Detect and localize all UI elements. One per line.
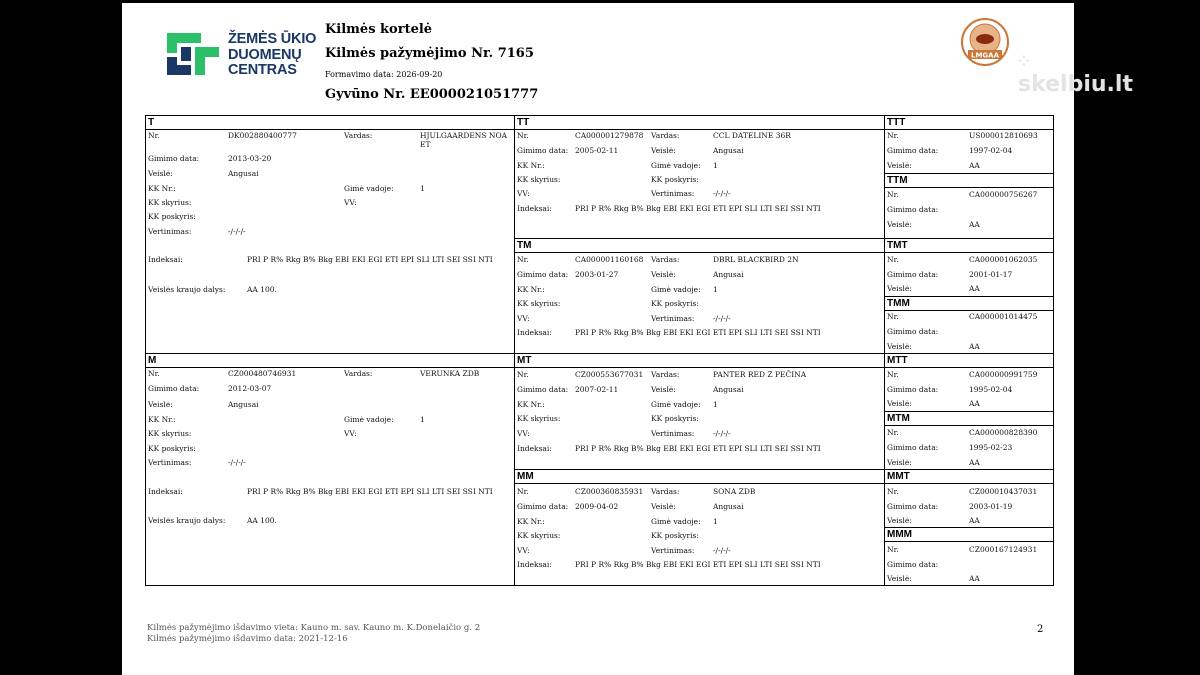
vertinimas-value: -/-/-/- — [228, 227, 246, 236]
veisle-label: Veislė: — [651, 385, 676, 394]
veisle-label: Veislė: — [651, 502, 676, 511]
kk-nr-label: KK Nr.: — [517, 400, 545, 409]
kraujo-label: Veislės kraujo dalys: — [148, 516, 226, 525]
kk-poskyris-label: KK poskyris: — [148, 212, 196, 221]
nr-value: CA000000991759 — [969, 370, 1038, 379]
vertinimas-value: -/-/-/- — [228, 458, 246, 467]
gimimo-label: Gimimo data: — [887, 146, 939, 155]
veisle-value: Angusai — [228, 169, 259, 178]
vardas-label: Vardas: — [344, 131, 373, 140]
veisle-label: Veislė: — [148, 400, 173, 409]
nr-value: US000012810693 — [969, 131, 1038, 140]
gime-vadoje-label: Gimė vadoje: — [651, 400, 701, 409]
gimimo-label: Gimimo data: — [887, 385, 939, 394]
gimimo-value: 2013-03-20 — [228, 154, 272, 163]
logo-line-3: CENTRAS — [228, 62, 297, 78]
gimimo-value: 2012-03-07 — [228, 384, 272, 393]
pedigree-cell-ttm — [884, 173, 1054, 239]
cell-title: TT — [515, 116, 884, 130]
indeksai-value: PRI P R% Rkg B% Bkg EBI EKI EGI ETI EPI SLI LTI SEI SSI NTI — [247, 487, 493, 496]
vardas-value: SONA ZDB — [713, 487, 756, 496]
veisle-label: Veislė: — [651, 270, 676, 279]
kk-skyrius-label: KK skyrius: — [517, 531, 561, 540]
gimimo-value: 2003-01-19 — [969, 502, 1013, 511]
certificate-number: Kilmės pažymėjimo Nr. 7165 — [325, 46, 534, 61]
kk-nr-label: KK Nr.: — [148, 184, 176, 193]
gimimo-label: Gimimo data: — [517, 270, 569, 279]
veisle-value: Angusai — [228, 400, 259, 409]
gimimo-value: 2005-02-11 — [575, 146, 619, 155]
kraujo-label: Veislės kraujo dalys: — [148, 285, 226, 294]
logo-line-1: ŽEMĖS ŪKIO — [228, 31, 317, 47]
vardas-label: Vardas: — [651, 131, 680, 140]
kk-nr-label: KK Nr.: — [517, 285, 545, 294]
issue-place: Kilmės pažymėjimo išdavimo vieta: Kauno m. sav. Kauno m. K.Donelaičio g. 2 — [147, 623, 481, 633]
indeksai-label: Indeksai: — [148, 487, 183, 496]
pedigree-cell-tm — [514, 238, 885, 354]
association-seal-icon — [960, 17, 1010, 67]
kk-skyrius-label: KK skyrius: — [148, 198, 192, 207]
cell-title: MT — [515, 354, 884, 368]
indeksai-value: PRI P R% Rkg B% Bkg EBI EKI EGI ETI EPI SLI LTI SEI SSI NTI — [575, 444, 821, 453]
pedigree-cell-mtt — [884, 353, 1054, 412]
kk-skyrius-label: KK skyrius: — [517, 299, 561, 308]
cell-title: MMT — [885, 470, 1053, 484]
gime-vadoje-value: 1 — [713, 285, 718, 294]
cell-title: T — [146, 116, 514, 130]
gimimo-value: 1995-02-23 — [969, 443, 1013, 452]
issue-date: Kilmės pažymėjimo išdavimo data: 2021-12-16 — [147, 634, 348, 644]
veisle-label: Veislė: — [887, 458, 912, 467]
vertinimas-label: Vertinimas: — [148, 458, 192, 467]
nr-label: Nr. — [887, 370, 899, 379]
kk-poskyris-label: KK poskyris: — [651, 175, 699, 184]
kk-nr-label: KK Nr.: — [517, 161, 545, 170]
nr-label: Nr. — [887, 190, 899, 199]
gime-vadoje-label: Gimė vadoje: — [651, 285, 701, 294]
gime-vadoje-value: 1 — [713, 400, 718, 409]
vardas-value: CCL DATELINE 36R — [713, 131, 791, 140]
vv-label: VV: — [344, 198, 357, 207]
pedigree-cell-mt — [514, 353, 885, 470]
veisle-value: AA — [969, 161, 980, 170]
zudc-logo-text — [228, 32, 316, 79]
kk-poskyris-label: KK poskyris: — [148, 444, 196, 453]
gime-vadoje-value: 1 — [713, 517, 718, 526]
vertinimas-value: -/-/-/- — [713, 429, 731, 438]
nr-label: Nr. — [517, 131, 529, 140]
kk-skyrius-label: KK skyrius: — [517, 414, 561, 423]
gimimo-label: Gimimo data: — [887, 327, 939, 336]
veisle-value: AA — [969, 516, 980, 525]
veisle-value: AA — [969, 574, 980, 583]
veisle-value: Angusai — [713, 146, 744, 155]
nr-label: Nr. — [887, 545, 899, 554]
gimimo-label: Gimimo data: — [887, 443, 939, 452]
pedigree-cell-t — [145, 115, 515, 354]
nr-value: CA000001062035 — [969, 255, 1038, 264]
vardas-value: VERUNKA ZDB — [420, 369, 480, 378]
nr-label: Nr. — [517, 255, 529, 264]
vertinimas-value: -/-/-/- — [713, 546, 731, 555]
veisle-value: AA — [969, 342, 980, 351]
gimimo-value: 2003-01-27 — [575, 270, 619, 279]
veisle-label: Veislė: — [887, 220, 912, 229]
pedigree-cell-mm — [514, 469, 885, 586]
veisle-value: Angusai — [713, 385, 744, 394]
nr-label: Nr. — [887, 312, 899, 321]
veisle-label: Veislė: — [887, 342, 912, 351]
veisle-value: AA — [969, 458, 980, 467]
kk-poskyris-label: KK poskyris: — [651, 414, 699, 423]
vertinimas-label: Vertinimas: — [148, 227, 192, 236]
nr-value: CZ000167124931 — [969, 545, 1038, 554]
kk-poskyris-label: KK poskyris: — [651, 299, 699, 308]
gimimo-value: 2007-02-11 — [575, 385, 619, 394]
kk-skyrius-label: KK skyrius: — [517, 175, 561, 184]
indeksai-label: Indeksai: — [517, 444, 552, 453]
vv-label: VV: — [517, 189, 530, 198]
gime-vadoje-label: Gimė vadoje: — [344, 415, 394, 424]
gimimo-value: 1995-02-04 — [969, 385, 1013, 394]
nr-label: Nr. — [148, 369, 160, 378]
gime-vadoje-label: Gimė vadoje: — [651, 161, 701, 170]
cell-title: MM — [515, 470, 884, 484]
gimimo-value: 2001-01-17 — [969, 270, 1013, 279]
nr-label: Nr. — [887, 255, 899, 264]
kk-nr-label: KK Nr.: — [517, 517, 545, 526]
vardas-label: Vardas: — [651, 487, 680, 496]
vv-label: VV: — [517, 314, 530, 323]
zudc-logo — [167, 33, 327, 81]
nr-label: Nr. — [887, 487, 899, 496]
gimimo-label: Gimimo data: — [517, 385, 569, 394]
seal-text: LMGAA — [970, 51, 1000, 60]
gimimo-value: 2009-04-02 — [575, 502, 619, 511]
nr-label: Nr. — [517, 370, 529, 379]
pedigree-cell-tt — [514, 115, 885, 239]
pedigree-cell-tmm — [884, 296, 1054, 354]
kraujo-value: AA 100. — [247, 516, 277, 525]
gimimo-label: Gimimo data: — [887, 502, 939, 511]
gime-vadoje-value: 1 — [420, 184, 425, 193]
cell-title: TM — [515, 239, 884, 253]
veisle-value: AA — [969, 220, 980, 229]
vardas-label: Vardas: — [651, 255, 680, 264]
document-page — [122, 3, 1133, 675]
gime-vadoje-label: Gimė vadoje: — [651, 517, 701, 526]
watermark-text: skelbiu.lt — [1018, 72, 1133, 97]
kk-poskyris-label: KK poskyris: — [651, 531, 699, 540]
vertinimas-label: Vertinimas: — [651, 314, 695, 323]
indeksai-label: Indeksai: — [517, 204, 552, 213]
nr-value: CZ000010437031 — [969, 487, 1038, 496]
document-title: Kilmės kortelė — [325, 22, 433, 37]
vertinimas-value: -/-/-/- — [713, 189, 731, 198]
veisle-label: Veislė: — [887, 284, 912, 293]
kk-skyrius-label: KK skyrius: — [148, 429, 192, 438]
indeksai-label: Indeksai: — [517, 328, 552, 337]
veisle-value: AA — [969, 284, 980, 293]
pedigree-cell-mmm — [884, 527, 1054, 586]
skelbiu-watermark — [1018, 47, 1133, 97]
gimimo-label: Gimimo data: — [148, 154, 200, 163]
vardas-label: Vardas: — [344, 369, 373, 378]
gimimo-label: Gimimo data: — [887, 270, 939, 279]
gimimo-label: Gimimo data: — [517, 502, 569, 511]
nr-value: CZ000360835931 — [575, 487, 644, 496]
nr-value: CZ000553677031 — [575, 370, 644, 379]
vardas-label: Vardas: — [651, 370, 680, 379]
vertinimas-label: Vertinimas: — [651, 546, 695, 555]
indeksai-value: PRI P R% Rkg B% Bkg EBI EKI EGI ETI EPI SLI LTI SEI SSI NTI — [575, 204, 821, 213]
logo-line-2: DUOMENŲ — [228, 46, 302, 63]
vertinimas-label: Vertinimas: — [651, 429, 695, 438]
gimimo-label: Gimimo data: — [148, 384, 200, 393]
vv-label: VV: — [344, 429, 357, 438]
page-number: 2 — [1037, 624, 1044, 635]
nr-label: Nr. — [887, 428, 899, 437]
veisle-label: Veislė: — [887, 161, 912, 170]
nr-label: Nr. — [887, 131, 899, 140]
gimimo-value: 1997-02-04 — [969, 146, 1013, 155]
pedigree-cell-tmt — [884, 238, 1054, 297]
formation-date: Formavimo data: 2026-09-20 — [325, 70, 443, 79]
indeksai-value: PRI P R% Rkg B% Bkg EBI EKI EGI ETI EPI SLI LTI SEI SSI NTI — [575, 560, 821, 569]
gime-vadoje-value: 1 — [713, 161, 718, 170]
nr-value: CA000000828390 — [969, 428, 1038, 437]
veisle-label: Veislė: — [148, 169, 173, 178]
vv-label: VV: — [517, 429, 530, 438]
kraujo-value: AA 100. — [247, 285, 277, 294]
nr-value: CA000001160168 — [575, 255, 644, 264]
nr-value: CZ000480746931 — [228, 369, 297, 378]
nr-value: CA000001014475 — [969, 312, 1038, 321]
cell-title: MMM — [885, 528, 1053, 542]
cell-title: TTM — [885, 174, 1053, 188]
nr-label: Nr. — [148, 131, 160, 140]
vertinimas-value: -/-/-/- — [713, 314, 731, 323]
indeksai-label: Indeksai: — [148, 255, 183, 264]
animal-number: Gyvūno Nr. EE000021051777 — [325, 87, 539, 102]
gime-vadoje-label: Gimė vadoje: — [344, 184, 394, 193]
indeksai-value: PRI P R% Rkg B% Bkg EBI EKI EGI ETI EPI SLI LTI SEI SSI NTI — [247, 255, 493, 264]
veisle-value: Angusai — [713, 270, 744, 279]
gimimo-label: Gimimo data: — [887, 205, 939, 214]
indeksai-label: Indeksai: — [517, 560, 552, 569]
cell-title: M — [146, 354, 514, 368]
veisle-value: Angusai — [713, 502, 744, 511]
cell-title: MTT — [885, 354, 1053, 368]
pedigree-cell-mtm — [884, 411, 1054, 470]
cell-title: TTT — [885, 116, 1053, 130]
vv-label: VV: — [517, 546, 530, 555]
nr-value: CA000000756267 — [969, 190, 1038, 199]
nr-value: CA000001279878 — [575, 131, 644, 140]
watermark-dots-icon: ⁘ — [1018, 54, 1031, 70]
veisle-label: Veislė: — [651, 146, 676, 155]
gimimo-label: Gimimo data: — [517, 146, 569, 155]
zudc-logo-mark-icon — [167, 33, 219, 75]
vertinimas-label: Vertinimas: — [651, 189, 695, 198]
cell-title: TMM — [885, 297, 1053, 311]
cell-title: TMT — [885, 239, 1053, 253]
vardas-value: DBRL BLACKBIRD 2N — [713, 255, 799, 264]
nr-value: DK002880400777 — [228, 131, 297, 140]
nr-label: Nr. — [517, 487, 529, 496]
pedigree-cell-mmt — [884, 469, 1054, 528]
veisle-label: Veislė: — [887, 399, 912, 408]
veisle-value: AA — [969, 399, 980, 408]
vardas-value: PANTER RED Z PEČINA — [713, 370, 807, 379]
pedigree-cell-ttt — [884, 115, 1054, 174]
vardas-value: HJULGAARDENS NOA ET — [420, 131, 508, 149]
gime-vadoje-value: 1 — [420, 415, 425, 424]
indeksai-value: PRI P R% Rkg B% Bkg EBI EKI EGI ETI EPI SLI LTI SEI SSI NTI — [575, 328, 821, 337]
gimimo-label: Gimimo data: — [887, 560, 939, 569]
veisle-label: Veislė: — [887, 574, 912, 583]
pedigree-cell-m — [145, 353, 515, 586]
kk-nr-label: KK Nr.: — [148, 415, 176, 424]
cell-title: MTM — [885, 412, 1053, 426]
veisle-label: Veislė: — [887, 516, 912, 525]
